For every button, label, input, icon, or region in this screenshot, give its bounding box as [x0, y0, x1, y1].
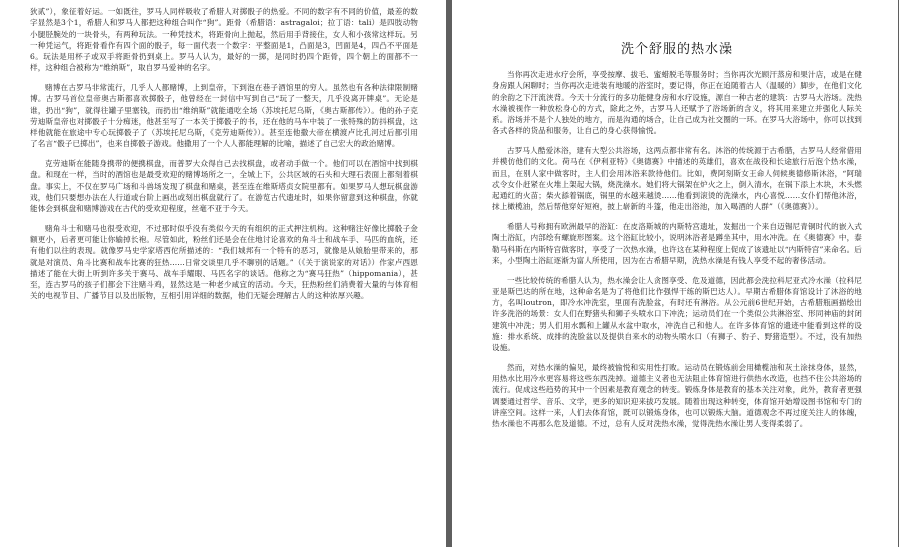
paragraph: 一些比较传统的希腊人认为，热水澡会让人贪图享受、危及道德，因此都会洗拉科尼亚式冷水澡（拉科尼亚是斯巴达的所在地，这种命名是为了将他们比作强悍干练的斯巴达人）。早期古希腊体育馆设计了沐浴的地方，名叫loutron，即冷水冲洗室，里面有洗脸盆，有时还有淋浴。从公元前6世纪开始，古希腊瓶画描绘出许多洗浴的场景：女人们在野猪头和狮子头喷水口下冲洗；运动员们在一个类似公共淋浴室、形同神庙的封闭建筑中冲洗；男人们用水瓢和上罐从水盆中取水，冲洗自己和他人。在许多体育馆的遗迹中能看到这样的设施：排水系统、成排的洗脸盆以及提供自来水的动物头喷水口（有狮子、豹子、野猪造型）。不过，没有加热设施。	[492, 275, 862, 352]
paragraph: 克劳迪斯在能随身携带的便携棋盘，而普罗大众得自己去找棋盘，或者动手做一个。他们可以在酒馆中找到棋盘。和现在一样，当时的酒馆也是最受欢迎的赌博场所之一，全城上下，公共区域的石头和大理石表面上都刻着棋盘。事实上，不仅在罗马广场和斗兽场发现了棋盘和赌桌，甚至连在维斯塔贞女院里都有。如果罗马人想玩棋盘游戏，他们只要想办法在人行道或台阶上画出或刻出棋盘就行了。在游览古代遗址时，如果你留意到这种棋盘，你就能体会到棋盘和赌博游戏在古代的受欢迎程度，丝毫不亚于今天。	[30, 159, 418, 213]
paragraph: 古罗马人酷爱沐浴，建有大型公共浴场，这两点都非常有名。沐浴的传统源于古希腊，古罗马人经常借用并模仿他们的文化。荷马在《伊利亚特》《奥德赛》中描述的英雄们，喜欢在战役和长途旅行后泡个热水澡，而且，在别人家中做客时，主人们会用沐浴来款待他们。比如，费阿刻斯女王命人伺候奥德修斯沐浴，“阿瑞忒令女仆赶紧在火堆上架起大锅，烧洗澡水。她们将大锅架在炉火之上，倒入清水，在锅下添上木块，木头燃起通红的火苗；柴火舔着锅底，锅里的水越来越烫……他看到滚烫的洗澡水，内心喜悦……女仆们帮他沐浴，抹上橄榄油，然后帮他穿好短袍，披上崭新的斗篷，他走出浴池，加入喝酒的人群”（《奥德赛》）。	[492, 146, 862, 212]
section-title: 洗个舒服的热水澡	[620, 42, 733, 57]
paragraph: 希腊人号称拥有欧洲最早的浴缸：在皮洛斯城的内斯特宫遗址，发掘出一个来自迈锡尼青铜时代的嵌入式陶土浴缸，内部绘有螺旋形图案。这个浴缸比较小，说明沐浴者是蹲坐其中，用水冲洗。在《奥德赛》中，泰勒马科斯在内斯特宫做客时，享受了一次热水澡，也许这在某种程度上促成了该遗址以“内斯特宫”来命名。后来，小型陶土浴缸逐渐为富人所使用，因为在古希腊早期，洗热水澡是有钱人享受不起的奢侈活动。	[492, 222, 862, 265]
paragraph: 赌角斗士和赌马也很受欢迎，不过那时似乎没有类似今天的有组织的正式押注机构。这种赌注好像比掷骰子金额更小，后者更可能让你输掉长袍。尽管如此，粉丝们还是会在住地讨论喜欢的角斗士和战车手、马匹的血统，还有他们以往的表现。就像罗马史学家塔西佗所描述的：“我们城邦有一个特有的恶习，就像是从娘胎里带来的，那就是对演员、角斗比赛和战车比赛的狂热……日常交谈里几乎不聊别的话题。”（《关于演说家的对话》）作家卢西恩描述了能在大街上听到许多关于赛马、战车手耀眼、马匹名字的谈话。他称之为“赛马狂热”（hippomania），甚至，连古罗马的孩子们都会下注赌斗鸡，显然这是一种老少咸宜的活动。今天，狂热粉丝们消费着大量的与体育相关的电视节目、广播节目以及出版物，互相引用详细的数据，他们无疑会理解古人的这种浓厚兴趣。	[30, 223, 418, 301]
paragraph: 当你再次走进水疗会所，享受按摩、拔毛、蜜蜡脱毛等服务时；当你再次光顾汗蒸房和果汁店，或是在健身房跟人闲聊时；当你再次走进装有地暖的浴室时，要记得，你正在追随着古人（温暖的）脚步，在他们文化的余韵之下汗流浃背。今天十分流行的多功能健身房和水疗设施，源自一种古老的建筑：古罗马大浴场。洗热水澡被视作一种放松身心的方式，除此之外，古罗马人还赋予了浴场新的含义，将其用来建立并强化人际关系。浴场并不是个人独处的地方，而是沟通的场合，让自己成为社交圈的一环。在罗马大浴场中，你可以找到各式各样的货品和服务，让自己的身心获得愉悦。	[492, 70, 862, 136]
right-page	[452, 0, 898, 547]
paragraph: 赌博在古罗马非常流行，几乎人人都赌博，上到皇帝，下到泡在巷子酒馆里的穷人。虽然也有各种法律限制赌博。古罗马首位皇帝奥古斯都喜欢掷骰子，他曾经在一封信中写到自己“玩了一整天，几乎没离开牌桌”。无论是谁，扔出“狗”，就得往罐子里塞钱，而扔出“维纳斯”就能通吃全场（苏埃托尼乌斯，《奥古斯都传》）。他的孙子克劳迪斯皇帝也对掷骰子十分痴迷，他甚至写了一本关于掷骰子的书，还在他的马车中装了一张特殊的防抖棋盘，这样他就能在旅途中专心玩掷骰子了（苏埃托尼乌斯，《克劳迪斯传》）。甚至连他撒大帝在横渡卢比孔河过后都引用了名言“骰子已掷出”，也来自掷骰子游戏。他撒用了一个人人都能理解的比喻，描述了自己宏大的政治赌博。	[30, 83, 418, 149]
paragraph: 然而，对热水澡的偏见，最终被愉悦和实用性打败。运动员在锻炼前会用橄榄油和灰土涂抹身体，显然，用热水比用冷水更容易将这些东西洗掉。道德主义者也无法阻止体育馆进行供热水改造，也挡不住公共浴场的流行。促成这些趋势的其中一个因素是教育观念的转变。锻炼身体是教育的基本关注对象，此外，教育者更强调要通过哲学、音乐、文学，更多的知识迎来拔巧发展。随着出现这种转变，体育馆开始增设图书馆和专门的讲座空间。这样一来，人们去体育馆，既可以锻炼身体，也可以锻炼大脑。道德观念不再过度关注人的体魄，热水澡也不再那么危及道德。不过，总有人反对洗热水澡，觉得洗热水澡让男人变得柔弱了。	[492, 362, 862, 428]
paragraph: 狄贰”），象征着好运。一如既往，罗马人同样吸收了希腊人对掷骰子的热爱。不同的数字有不同的价值，最差的数字显然是3个1，希腊人和罗马人都把这种组合叫作“狗”。距骨（希腊语：astragaloi；拉丁语：tali）是四肢动物小腿胫腕处的一块骨头，有两种玩法。一种凭技术，将距骨向上抛起，然后用手背接住，女人和小孩常这样玩。另一种凭运气，将距骨看作有四个面的骰子，每一面代表一个数字：平整面是1，凸面是3，凹面是4，四凸不平面是6。玩法是用杯子或双手将距骨扔到桌上。罗马人认为，最好的一掷，是同时扔四个距骨，四个朝上的面都不一样，这种组合被称为“维纳斯”，取自罗马爱神的名字。	[30, 7, 418, 73]
left-page	[0, 0, 446, 547]
